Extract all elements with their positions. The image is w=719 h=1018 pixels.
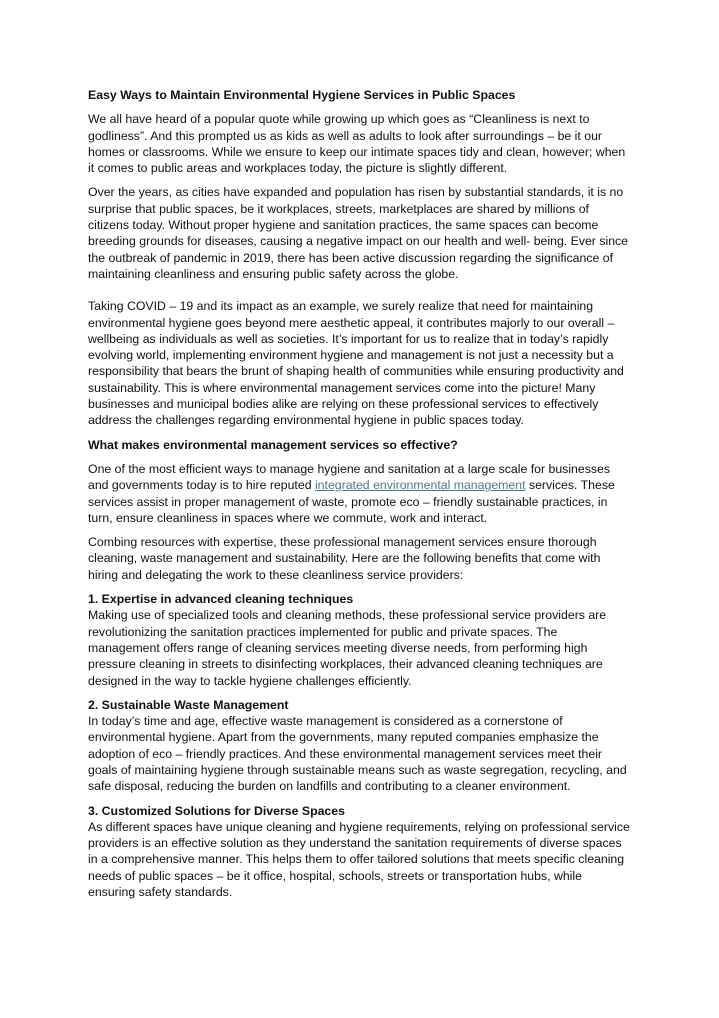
list-item-text: Making use of specialized tools and cleaning methods, these professional service providers are revolutionizing the sanitation practices implemented for public and private spaces. The management offers range of cleaning services meeting diverse needs, from performing high pressure cleaning in streets to disinfecting workplaces, their advanced cleaning techniques are designed in the way to tackle hygiene challenges efficiently. <box>88 608 607 688</box>
paragraph-covid: Taking COVID – 19 and its impact as an example, we surely realize that need for maintaining environmental hygiene goes beyond mere aesthetic appeal, it contributes majorly to our overall – wellbeing as individuals as well as societies. It’s important for us to realize that in today’s rapidly evolving world, implementing environment hygiene and management is not just a necessity but a responsibility that bears the brunt of shaping health of communities while ensuring productivity and sustainability. This is where environmental management services come into the picture! Many businesses and municipal bodies alike are relying on these professional services to effectively address the challenges regarding environmental hygiene in public spaces today. <box>88 299 624 428</box>
list-item-title: 1. Expertise in advanced cleaning techniques <box>88 592 354 607</box>
paragraph-intro: We all have heard of a popular quote while growing up which goes as “Cleanliness is next to godliness”. And this prompted us as kids as well as adults to look after surroundings – be it our homes or classrooms. While we ensure to keep our intimate spaces tidy and clean, however; when it comes to public areas and workplaces today, the picture is slightly different. <box>88 112 626 176</box>
list-item <box>88 803 631 901</box>
paragraph-efficient-ways <box>88 461 631 526</box>
section-heading: What makes environmental management services so effective? <box>88 437 458 452</box>
list-item-title: 2. Sustainable Waste Management <box>88 697 289 712</box>
paragraph-benefits-intro: Combing resources with expertise, these professional management services ensure thorough cleaning, waste management and sustainability. Here are the following benefits that come with hiring and delegating the work to these cleanliness service providers: <box>88 535 601 582</box>
list-item-text: As different spaces have unique cleaning and hygiene requirements, relying on professional service providers is an effective solution as they understand the sanitation requirements of diverse spaces in a comprehensive manner. This helps them to offer tailored solutions that meets specific cleaning needs of public spaces – be it office, hospital, schools, streets or transportation hubs, while ensuring safety standards. <box>88 819 630 900</box>
paragraph-cities: Over the years, as cities have expanded and population has risen by substantial standards, it is no surprise that public spaces, be it workplaces, streets, marketplaces are shared by millions of citizens today. Without proper hygiene and sanitation practices, the same spaces can become breeding grounds for diseases, causing a negative impact on our health and well- being. Ever since the outbreak of pandemic in 2019, there has been active discussion regarding the significance of maintaining cleanliness and ensuring public safety across the globe. <box>88 185 629 281</box>
list-item <box>88 697 631 795</box>
document-title: Easy Ways to Maintain Environmental Hygiene Services in Public Spaces <box>88 88 516 102</box>
list-item-title: 3. Customized Solutions for Diverse Spaces <box>88 803 345 818</box>
list-item <box>88 591 631 689</box>
paragraph-text-after-link: services. These services assist in proper management of waste, promote eco – friendly sustainable practices, in turn, ensure cleanliness in spaces where we commute, work and interact. <box>88 478 615 525</box>
list-item-text: In today’s time and age, effective waste management is considered as a cornerstone of environmental hygiene. Apart from the governments, many reputed companies emphasize the adoption of eco – friendly practices. And these environmental management services meet their goals of maintaining hygiene through sustainable means such as waste segregation, recycling, and safe disposal, reducing the burden on landfills and contributing to a cleaner environment. <box>88 714 627 794</box>
integrated-management-link[interactable]: integrated environmental management <box>314 478 526 493</box>
paragraph-text-before-link: One of the most efficient ways to manage hygiene and sanitation at a large scale for businesses and governments today is to hire reputed <box>88 461 611 493</box>
